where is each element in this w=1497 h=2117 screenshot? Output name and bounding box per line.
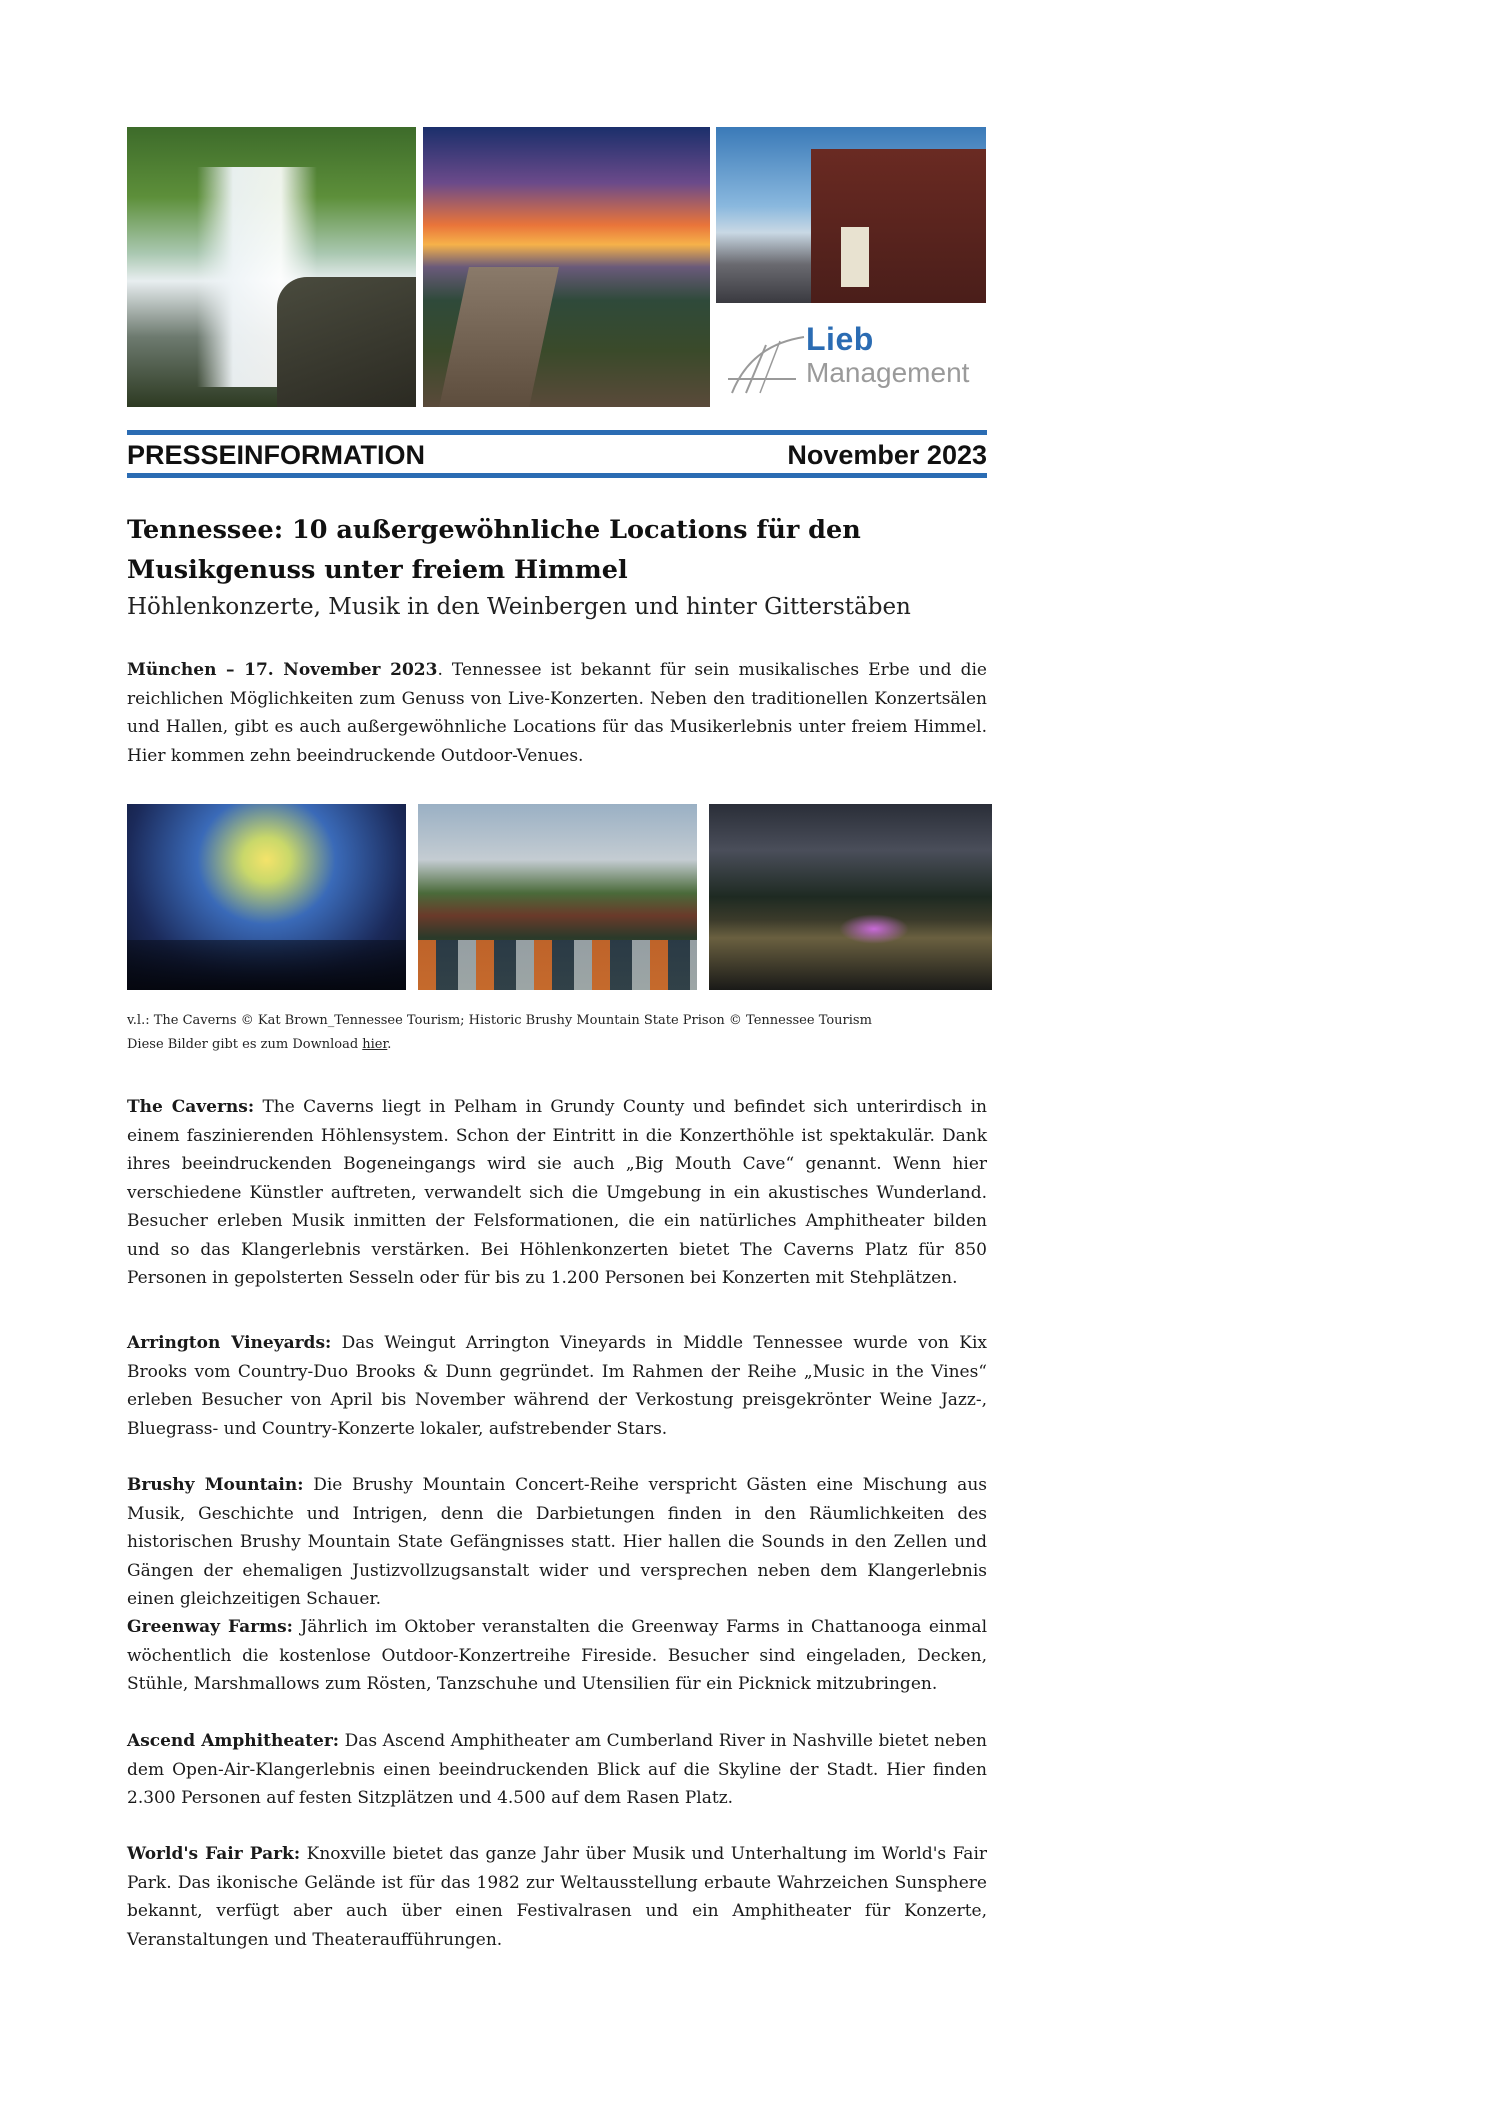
studio-window [841, 227, 869, 287]
section-text: Die Brushy Mountain Concert-Reihe verspricht Gästen eine Mischung aus Musik, Geschichte und Intrigen, denn die Darbietungen finden in den Räumlichkeiten des historischen Brushy Mountain State Gefängnisses statt. Hier hallen die Sounds in den Zellen und Gängen der ehemaligen Justizvollzugsanstalt wider und versprechen neben dem Klangerlebnis einen gleichzeitigen Schauer. [127, 1475, 987, 1609]
section-ascend-amphitheater [127, 1727, 987, 1813]
section-text: The Caverns liegt in Pelham in Grundy County und befindet sich unterirdisch in einem faszinierenden Höhlensystem. Schon der Eintritt in die Konzerthöhle ist spektakulär. Dank ihres beeindruckenden Bogeneingangs wird sie auch „Big Mouth Cave“ genannt. Wenn hier verschiedene Künstler auftreten, verwandelt sich die Umgebung in ein akustisches Wunderland. Besucher erleben Musik inmitten der Felsformationen, die ein natürliches Amphitheater bilden und so das Klangerlebnis verstärken. Bei Höhlenkonzerten bietet The Caverns Platz für 850 Personen in gepolsterten Sesseln oder für bis zu 1.200 Personen bei Konzerten mit Stehplätzen. [127, 1097, 987, 1288]
download-suffix: . [387, 1037, 392, 1052]
caverns-crowd [127, 940, 406, 990]
section-arrington-vineyards [127, 1329, 987, 1443]
download-link[interactable]: hier [362, 1037, 388, 1052]
sun-studio-photo [716, 127, 986, 303]
vineyard-concert-photo [418, 804, 697, 990]
banner-label: PRESSEINFORMATION [127, 440, 426, 470]
waterfall-rock [277, 277, 416, 407]
waterfall-photo [127, 127, 416, 407]
download-prefix: Diese Bilder gibt es zum Download [127, 1037, 363, 1052]
banner-date: November 2023 [787, 440, 987, 470]
mountain-sunset-photo [423, 127, 710, 407]
intro-paragraph [127, 656, 987, 770]
section-heading: Arrington Vineyards: [127, 1333, 332, 1353]
section-heading: World's Fair Park: [127, 1844, 301, 1864]
section-heading: Ascend Amphitheater: [127, 1731, 340, 1751]
section-the-caverns [127, 1093, 987, 1293]
photo-credits: v.l.: The Caverns © Kat Brown_Tennessee Tourism; Historic Brushy Mountain State Prison © Tennessee Tourism [127, 1013, 872, 1028]
section-heading: Greenway Farms: [127, 1617, 293, 1637]
section-text: Das Weingut Arrington Vineyards in Middle Tennessee wurde von Kix Brooks vom Country-Duo Brooks & Dunn gegründet. Im Rahmen der Reihe „Music in the Vines“ erleben Besucher von April bis November während der Verkostung preisgekrönter Weine Jazz-, Bluegrass- und Country-Konzerte lokaler, aufstrebender Stars. [127, 1333, 987, 1439]
intro-dateline: München – 17. November 2023 [127, 660, 438, 680]
headline: Tennessee: 10 außergewöhnliche Locations für den Musikgenuss unter freiem Himmel [127, 515, 861, 585]
vineyard-chairs [418, 940, 697, 990]
section-greenway-farms [127, 1613, 987, 1699]
banner-bottom-rule [127, 473, 987, 478]
section-heading: The Caverns: [127, 1097, 255, 1117]
section-heading: Brushy Mountain: [127, 1475, 304, 1495]
caverns-concert-photo [127, 804, 406, 990]
prison-concert-photo [709, 804, 992, 990]
section-text: Knoxville bietet das ganze Jahr über Musik und Unterhaltung im World's Fair Park. Das ikonische Gelände ist für das 1982 zur Weltausstellung erbaute Wahrzeichen Sunsphere bekannt, verfügt aber auch über einen Festivalrasen und ein Amphitheater für Konzerte, Veranstaltungen und Theateraufführungen. [127, 1844, 988, 1950]
download-note [127, 1037, 391, 1052]
studio-building [811, 149, 986, 303]
sunset-path [437, 267, 559, 407]
banner-top-rule [127, 430, 987, 435]
intro-text: . Tennessee ist bekannt für sein musikalisches Erbe und die reichlichen Möglichkeiten zum Genuss von Live-Konzerten. Neben den traditionellen Konzertsälen und Hallen, gibt es auch außergewöhnliche Locations für das Musikerlebnis unter freiem Himmel. Hier kommen zehn beeindruckende Outdoor-Venues. [127, 660, 987, 766]
logo-arc-icon [726, 323, 806, 397]
section-brushy-mountain [127, 1471, 987, 1614]
section-text: Jährlich im Oktober veranstalten die Greenway Farms in Chattanooga einmal wöchentlich die kostenlose Outdoor-Konzertreihe Fireside. Besucher sind eingeladen, Decken, Stühle, Marshmallows zum Rösten, Tanzschuhe und Utensilien für ein Picknick mitzubringen. [127, 1617, 988, 1694]
logo-text-management: Management [806, 357, 970, 388]
subheadline: Höhlenkonzerte, Musik in den Weinbergen und hinter Gitterstäben [127, 594, 911, 620]
prison-stage-glow [839, 914, 909, 944]
lieb-management-logo [716, 313, 986, 407]
section-worlds-fair-park [127, 1840, 987, 1954]
logo-text-lieb: Lieb [806, 321, 874, 357]
section-text: Das Ascend Amphitheater am Cumberland River in Nashville bietet neben dem Open-Air-Klangerlebnis einen beeindruckenden Blick auf die Skyline der Stadt. Hier finden 2.300 Personen auf festen Sitzplätzen und 4.500 auf dem Rasen Platz. [127, 1731, 988, 1808]
